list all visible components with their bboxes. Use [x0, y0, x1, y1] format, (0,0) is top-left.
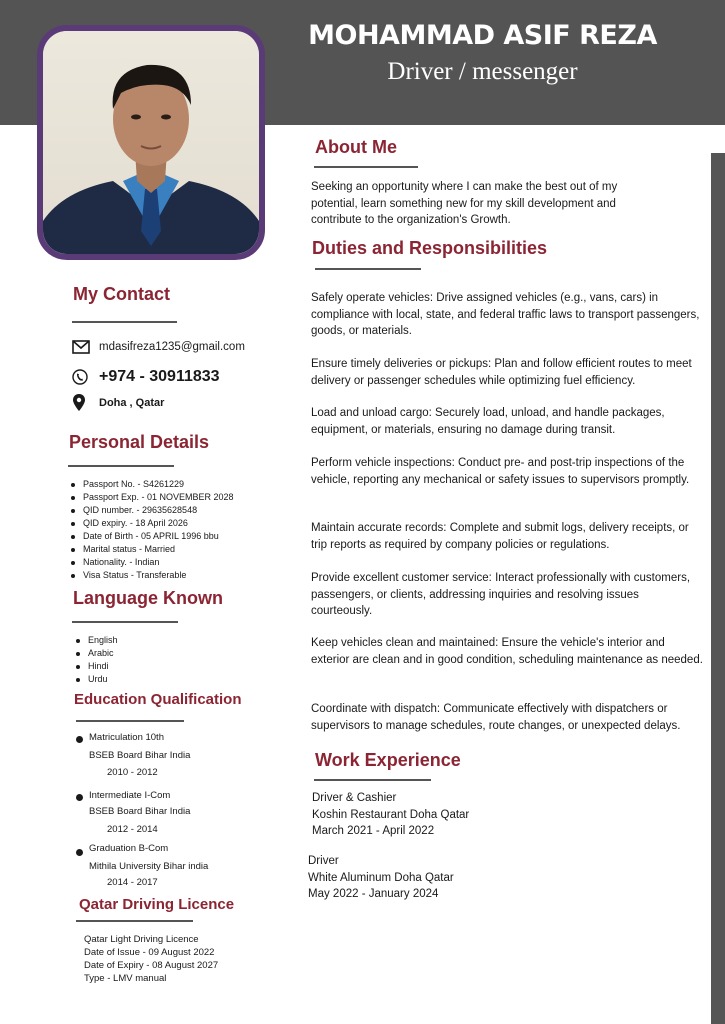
duty-item: Coordinate with dispatch: Communicate effectively with dispatchers or supervisors to manage schedules, route changes, or unexpected delays.	[311, 703, 681, 732]
candidate-role: Driver / messenger	[387, 58, 578, 85]
licence-heading: Qatar Driving Licence	[79, 896, 235, 913]
duties-divider	[315, 268, 421, 270]
phone-row	[72, 368, 220, 386]
mail-icon	[72, 340, 90, 354]
candidate-name: MOHAMMAD ASIF REZA	[308, 20, 657, 51]
education-degree: Intermediate I-Com	[89, 790, 171, 801]
duty-item: Keep vehicles clean and maintained: Ensure the vehicle's interior and exterior are clean and in good condition, scheduling maintenance as needed.	[311, 637, 703, 666]
bullet-icon	[76, 794, 83, 801]
profile-photo	[37, 25, 265, 260]
job-period: May 2022 - January 2024	[308, 888, 439, 900]
licence-line: Date of Issue - 09 August 2022	[84, 947, 215, 958]
personal-divider	[68, 465, 174, 467]
education-board: BSEB Board Bihar India	[89, 750, 191, 761]
education-years: 2010 - 2012	[107, 767, 158, 778]
language-heading: Language Known	[73, 588, 223, 608]
education-degree: Graduation B-Com	[89, 843, 169, 854]
list-item: QID number. - 29635628548	[70, 504, 270, 517]
list-item: Passport No. - S4261229	[70, 478, 270, 491]
list-item: English	[75, 634, 195, 647]
side-accent-bar	[711, 153, 725, 1024]
education-divider	[76, 720, 184, 722]
duties-heading: Duties and Responsibilities	[312, 238, 548, 258]
list-item: Visa Status - Transferable	[70, 569, 270, 582]
language-list	[75, 634, 195, 686]
contact-heading: My Contact	[73, 284, 171, 304]
personal-details-list	[70, 478, 270, 582]
list-item: Date of Birth - 05 APRIL 1996 bbu	[70, 530, 270, 543]
education-degree: Matriculation 10th	[89, 732, 164, 743]
job-company: Koshin Restaurant Doha Qatar	[312, 809, 470, 821]
education-years: 2014 - 2017	[107, 877, 158, 888]
experience-divider	[314, 779, 431, 781]
job-position: Driver & Cashier	[312, 792, 397, 804]
duty-item: Load and unload cargo: Securely load, unload, and handle packages, equipment, or materials, ensuring no damage during transit.	[311, 407, 665, 436]
duty-item: Ensure timely deliveries or pickups: Plan and follow efficient routes to meet delivery or passenger schedules while optimizing fuel efficiency.	[311, 358, 692, 387]
email-text[interactable]: mdasifreza1235@gmail.com	[99, 341, 245, 353]
personal-heading: Personal Details	[69, 432, 210, 452]
education-board: BSEB Board Bihar India	[89, 806, 191, 817]
list-item: Hindi	[75, 660, 195, 673]
experience-heading: Work Experience	[315, 750, 461, 770]
list-item: Arabic	[75, 647, 195, 660]
contact-divider	[72, 321, 177, 323]
email-row	[72, 340, 245, 354]
list-item: Nationality. - Indian	[70, 556, 270, 569]
education-heading: Education Qualification	[74, 691, 242, 708]
duty-item: Provide excellent customer service: Interact professionally with customers, passengers, or clients, addressing inquiries and resolving issues courteously.	[311, 572, 691, 617]
list-item: Passport Exp. - 01 NOVEMBER 2028	[70, 491, 270, 504]
location-row	[72, 394, 164, 411]
phone-icon	[72, 369, 88, 385]
duty-item: Maintain accurate records: Complete and submit logs, delivery receipts, or trip reports as required by company policies or regulations.	[311, 522, 689, 551]
language-divider	[72, 621, 178, 623]
duty-item: Safely operate vehicles: Drive assigned vehicles (e.g., vans, cars) in compliance with local, state, and federal traffic laws to transport passengers, goods, or materials.	[311, 292, 700, 337]
list-item: Urdu	[75, 673, 195, 686]
job-position: Driver	[308, 855, 339, 867]
location-pin-icon	[72, 394, 86, 411]
licence-divider	[76, 920, 193, 922]
about-heading: About Me	[315, 137, 397, 157]
licence-line: Type - LMV manual	[84, 973, 167, 984]
education-board: Mithila University Bihar india	[89, 861, 209, 872]
location-text: Doha , Qatar	[99, 396, 165, 409]
list-item: Marital status - Married	[70, 543, 270, 556]
education-years: 2012 - 2014	[107, 824, 158, 835]
duty-item: Perform vehicle inspections: Conduct pre- and post-trip inspections of the vehicle, reporting any mechanical or safety issues to supervisors promptly.	[311, 457, 690, 486]
bullet-icon	[76, 736, 83, 743]
job-period: March 2021 - April 2022	[312, 825, 435, 837]
job-company: White Aluminum Doha Qatar	[308, 872, 454, 884]
bullet-icon	[76, 849, 83, 856]
licence-line: Qatar Light Driving Licence	[84, 934, 199, 945]
phone-text[interactable]: +974 - 30911833	[99, 368, 220, 385]
about-divider	[314, 166, 418, 168]
list-item: QID expiry. - 18 April 2026	[70, 517, 270, 530]
licence-line: Date of Expiry - 08 August 2027	[84, 960, 219, 971]
about-text: Seeking an opportunity where I can make the best out of my potential, learn something new for my skill development and contribute to the organization's Growth.	[311, 181, 618, 226]
